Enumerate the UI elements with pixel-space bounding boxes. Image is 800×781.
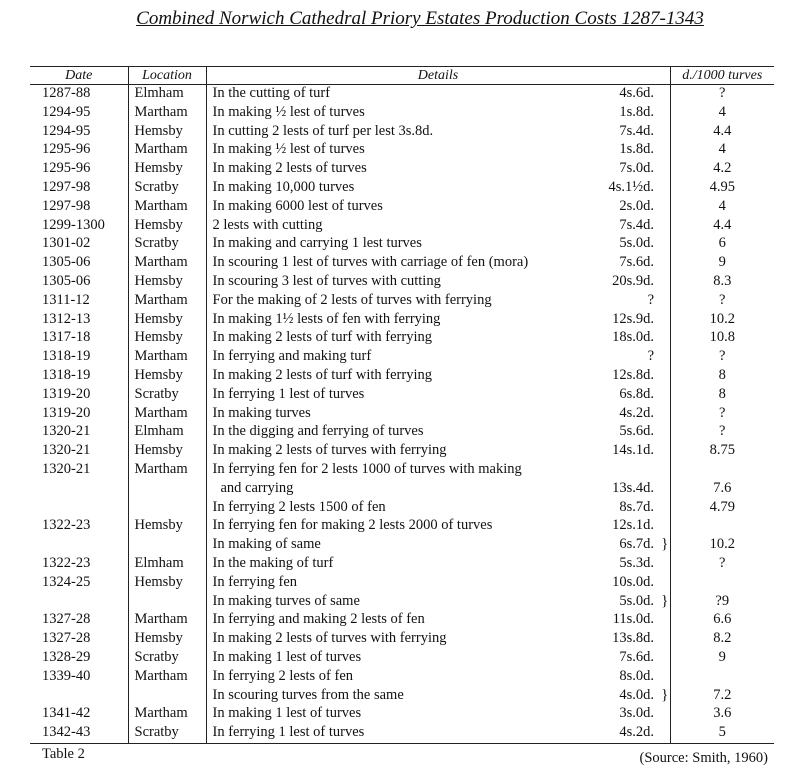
date-cell: 1299-1300: [42, 216, 105, 233]
brace-cell: [660, 499, 670, 518]
table-row: [30, 179, 774, 198]
date-cell: 1324-25: [42, 573, 91, 590]
rate-cell: 4: [670, 141, 774, 160]
cost-cell: 5s.0d.: [619, 235, 654, 252]
date-cell: 1305-06: [42, 272, 91, 289]
details-cell: In making and carrying 1 lest turves: [206, 235, 578, 254]
date-cell: 1294-95: [42, 103, 91, 120]
cost-cell: [578, 461, 660, 480]
location-cell: [128, 480, 206, 499]
brace-cell: [660, 292, 670, 311]
details-cell: In scouring turves from the same: [206, 687, 578, 706]
table-row: [30, 536, 774, 555]
brace-cell: [660, 574, 670, 593]
date-cell: 1320-21: [42, 442, 91, 459]
cost-cell: 20s.9d.: [612, 272, 654, 289]
brace-cell: [660, 517, 670, 536]
details-cell: In ferrying 1 lest of turves: [206, 724, 578, 743]
rate-cell: 10.2: [670, 536, 774, 555]
table-row: [30, 329, 774, 348]
location-cell: [128, 499, 206, 518]
rate-cell: 4.95: [670, 179, 774, 198]
cost-cell: 11s.0d.: [612, 611, 654, 628]
table-row: [30, 423, 774, 442]
location-cell: Hemsby: [128, 574, 206, 593]
table-label: Table 2: [42, 746, 85, 762]
header-location: Location: [128, 67, 206, 85]
date-cell: 1341-42: [42, 705, 91, 722]
date-cell: [30, 499, 128, 518]
cost-cell: 2s.0d.: [619, 197, 654, 214]
date-cell: 1342-43: [30, 724, 128, 743]
location-cell: Martham: [128, 405, 206, 424]
rate-cell: 8: [670, 367, 774, 386]
location-cell: Martham: [128, 611, 206, 630]
details-cell: In scouring 1 lest of turves with carriage of fen (mora): [206, 254, 578, 273]
table-row: [30, 687, 774, 706]
cost-cell: 4s.2d.: [578, 724, 660, 743]
cost-cell: 14s.1d.: [612, 442, 654, 459]
location-cell: Elmham: [128, 555, 206, 574]
location-cell: Martham: [128, 292, 206, 311]
location-cell: Hemsby: [128, 517, 206, 536]
brace-cell: [660, 104, 670, 123]
details-cell: In ferrying fen: [206, 574, 578, 593]
details-cell: and carrying: [206, 480, 578, 499]
table-header-row: [30, 67, 774, 85]
location-cell: Scratby: [128, 724, 206, 743]
brace-cell: [660, 311, 670, 330]
cost-cell: 7s.4d.: [619, 216, 654, 233]
table-row: [30, 235, 774, 254]
date-cell: 1327-28: [42, 611, 91, 628]
rate-cell: ?: [670, 85, 774, 104]
location-cell: Scratby: [128, 235, 206, 254]
cost-cell: 7s.0d.: [619, 160, 654, 177]
date-cell: 1317-18: [42, 329, 91, 346]
location-cell: [128, 593, 206, 612]
location-cell: Hemsby: [128, 217, 206, 236]
location-cell: Martham: [128, 254, 206, 273]
rate-cell: ?: [670, 348, 774, 367]
brace-cell: [660, 235, 670, 254]
table-row: [30, 630, 774, 649]
details-cell: In the making of turf: [206, 555, 578, 574]
table-row: [30, 311, 774, 330]
cost-cell: 10s.0d.: [612, 573, 654, 590]
brace-cell: [660, 367, 670, 386]
details-cell: In making ½ lest of turves: [206, 104, 578, 123]
details-cell: In ferrying fen for making 2 lests 2000 of turves: [206, 517, 578, 536]
details-cell: In the digging and ferrying of turves: [206, 423, 578, 442]
details-cell: In ferrying and making 2 lests of fen: [206, 611, 578, 630]
table-row: [30, 724, 774, 743]
cost-cell: 4s.6d.: [619, 85, 654, 101]
rate-cell: 8.2: [670, 630, 774, 649]
brace-cell: [660, 85, 670, 104]
rate-cell: 4.4: [670, 123, 774, 142]
cost-cell: 4s.0d.: [619, 686, 654, 703]
details-cell: In making 2 lests of turf with ferrying: [206, 367, 578, 386]
date-cell: 1312-13: [42, 310, 91, 327]
details-cell: In scouring 3 lest of turves with cutting: [206, 273, 578, 292]
rate-cell: 4: [670, 104, 774, 123]
table-row: [30, 160, 774, 179]
cost-cell: 12s.9d.: [612, 310, 654, 327]
brace-cell: [660, 405, 670, 424]
table-row: [30, 273, 774, 292]
date-cell: 1287-88: [42, 85, 91, 101]
rate-cell: 9: [670, 254, 774, 273]
details-cell: In ferrying 2 lests 1500 of fen: [206, 499, 578, 518]
details-cell: In making 2 lests of turves: [206, 160, 578, 179]
date-cell: 1318-19: [42, 366, 91, 383]
brace-cell: [660, 141, 670, 160]
table-row: [30, 668, 774, 687]
details-cell: In ferrying fen for 2 lests 1000 of turves with making: [206, 461, 578, 480]
rate-cell: 6.6: [670, 611, 774, 630]
date-cell: 1305-06: [42, 254, 91, 271]
table-row: [30, 517, 774, 536]
brace-cell: [660, 649, 670, 668]
details-cell: In making 2 lests of turf with ferrying: [206, 329, 578, 348]
date-cell: 1297-98: [42, 197, 91, 214]
details-cell: In cutting 2 lests of turf per lest 3s.8d.: [206, 123, 578, 142]
rate-cell: ?: [670, 405, 774, 424]
location-cell: Hemsby: [128, 367, 206, 386]
page-title: Combined Norwich Cathedral Priory Estates Production Costs 1287-1343: [136, 8, 704, 29]
rate-cell: 5: [670, 724, 774, 743]
rate-cell: 4.2: [670, 160, 774, 179]
details-cell: In making turves: [206, 405, 578, 424]
details-cell: For the making of 2 lests of turves with ferrying: [206, 292, 578, 311]
table-row: [30, 85, 774, 104]
table-row: [30, 649, 774, 668]
date-cell: [30, 687, 128, 706]
brace-cell: }: [661, 686, 669, 703]
cost-cell: 6s.7d.: [619, 536, 654, 553]
date-cell: 1295-96: [42, 141, 91, 158]
brace-cell: [660, 442, 670, 461]
date-cell: 1294-95: [42, 122, 91, 139]
date-cell: [30, 536, 128, 555]
details-cell: In making 6000 lest of turves: [206, 198, 578, 217]
location-cell: Hemsby: [128, 329, 206, 348]
brace-cell: [660, 179, 670, 198]
cost-cell: 1s.8d.: [619, 103, 654, 120]
table-row: [30, 705, 774, 724]
date-cell: 1339-40: [42, 667, 91, 684]
brace-cell: [660, 630, 670, 649]
details-cell: In making of same: [206, 536, 578, 555]
date-cell: 1327-28: [42, 630, 91, 647]
table-row: [30, 574, 774, 593]
brace-cell: [660, 273, 670, 292]
brace-cell: [660, 423, 670, 442]
details-cell: In making 2 lests of turves with ferrying: [206, 442, 578, 461]
cost-cell: 3s.0d.: [619, 705, 654, 722]
table-body: [30, 85, 774, 744]
cost-cell: 7s.6d.: [619, 254, 654, 271]
details-cell: In making ½ lest of turves: [206, 141, 578, 160]
location-cell: Scratby: [128, 649, 206, 668]
location-cell: Hemsby: [128, 442, 206, 461]
table-row: [30, 442, 774, 461]
details-cell: In ferrying and making turf: [206, 348, 578, 367]
rate-cell: 8: [670, 386, 774, 405]
location-cell: Elmham: [128, 85, 206, 104]
table-row: [30, 198, 774, 217]
cost-cell: 5s.6d.: [619, 423, 654, 440]
header-details: Details: [206, 67, 670, 85]
rate-cell: 8.75: [670, 442, 774, 461]
location-cell: Martham: [128, 461, 206, 480]
location-cell: [128, 536, 206, 555]
table-row: [30, 104, 774, 123]
rate-cell: 10.2: [670, 311, 774, 330]
brace-cell: [660, 217, 670, 236]
rate-cell: 4: [670, 198, 774, 217]
brace-cell: [660, 123, 670, 142]
details-cell: In making 1 lest of turves: [206, 705, 578, 724]
location-cell: Hemsby: [128, 123, 206, 142]
rate-cell: [670, 461, 774, 480]
table-row: [30, 348, 774, 367]
rate-cell: 10.8: [670, 329, 774, 348]
brace-cell: [660, 461, 670, 480]
location-cell: Scratby: [128, 386, 206, 405]
table-row: [30, 499, 774, 518]
date-cell: 1322-23: [42, 517, 91, 534]
table-row: [30, 367, 774, 386]
rate-cell: 9: [670, 649, 774, 668]
date-cell: 1320-21: [42, 423, 91, 440]
rate-cell: [670, 668, 774, 687]
location-cell: Hemsby: [128, 273, 206, 292]
table-row: [30, 405, 774, 424]
brace-cell: [660, 480, 670, 499]
details-cell: In making turves of same: [206, 593, 578, 612]
location-cell: Martham: [128, 104, 206, 123]
table-row: [30, 292, 774, 311]
rate-cell: 8.3: [670, 273, 774, 292]
rate-cell: 4.4: [670, 217, 774, 236]
rate-cell: 3.6: [670, 705, 774, 724]
cost-cell: 6s.8d.: [619, 385, 654, 402]
cost-cell: 5s.0d.: [619, 592, 654, 609]
date-cell: 1318-19: [42, 348, 91, 365]
brace-cell: [660, 160, 670, 179]
table-row: [30, 123, 774, 142]
brace-cell: [660, 254, 670, 273]
table-row: [30, 461, 774, 480]
table-row: [30, 480, 774, 499]
cost-cell: 1s.8d.: [619, 141, 654, 158]
location-cell: Martham: [128, 668, 206, 687]
cost-cell: 18s.0d.: [612, 329, 654, 346]
brace-cell: [660, 705, 670, 724]
brace-cell: }: [661, 592, 669, 609]
location-cell: Scratby: [128, 179, 206, 198]
details-cell: In ferrying 2 lests of fen: [206, 668, 578, 687]
table-row: [30, 593, 774, 612]
production-costs-table: [30, 66, 774, 744]
brace-cell: [660, 555, 670, 574]
location-cell: Hemsby: [128, 160, 206, 179]
source-note: (Source: Smith, 1960): [639, 750, 768, 766]
brace-cell: }: [661, 536, 669, 553]
rate-cell: ?9: [670, 593, 774, 612]
brace-cell: [660, 329, 670, 348]
rate-cell: ?: [670, 423, 774, 442]
header-rate: d./1000 turves: [670, 67, 774, 85]
table-row: [30, 254, 774, 273]
details-cell: In making 10,000 turves: [206, 179, 578, 198]
date-cell: [30, 480, 128, 499]
cost-cell: 8s.7d.: [619, 498, 654, 515]
rate-cell: ?: [670, 292, 774, 311]
date-cell: 1320-21: [42, 460, 91, 477]
details-cell: In making 2 lests of turves with ferrying: [206, 630, 578, 649]
date-cell: [30, 593, 128, 612]
cost-cell: 12s.1d.: [612, 517, 654, 534]
rate-cell: [670, 574, 774, 593]
brace-cell: [660, 348, 670, 367]
location-cell: Elmham: [128, 423, 206, 442]
location-cell: Martham: [128, 705, 206, 724]
table-row: [30, 217, 774, 236]
cost-cell: ?: [647, 348, 654, 365]
cost-cell: ?: [647, 291, 654, 308]
details-cell: 2 lests with cutting: [206, 217, 578, 236]
table-row: [30, 611, 774, 630]
date-cell: 1295-96: [42, 160, 91, 177]
location-cell: Martham: [128, 198, 206, 217]
rate-cell: ?: [670, 555, 774, 574]
cost-cell: 8s.0d.: [619, 667, 654, 684]
location-cell: Martham: [128, 141, 206, 160]
rate-cell: 7.2: [670, 687, 774, 706]
date-cell: 1297-98: [42, 178, 91, 195]
location-cell: Martham: [128, 348, 206, 367]
details-cell: In the cutting of turf: [206, 85, 578, 104]
cost-cell: 7s.4d.: [619, 122, 654, 139]
date-cell: 1319-20: [42, 404, 91, 421]
rate-cell: 6: [670, 235, 774, 254]
location-cell: Hemsby: [128, 311, 206, 330]
brace-cell: [660, 724, 670, 743]
cost-cell: 13s.8d.: [612, 630, 654, 647]
date-cell: 1301-02: [42, 235, 91, 252]
date-cell: 1311-12: [42, 291, 90, 308]
brace-cell: [660, 668, 670, 687]
table-row: [30, 555, 774, 574]
location-cell: Hemsby: [128, 630, 206, 649]
rate-cell: 7.6: [670, 480, 774, 499]
details-cell: In ferrying 1 lest of turves: [206, 386, 578, 405]
rate-cell: [670, 517, 774, 536]
brace-cell: [660, 386, 670, 405]
details-cell: In making 1½ lests of fen with ferrying: [206, 311, 578, 330]
rate-cell: 4.79: [670, 499, 774, 518]
cost-cell: 4s.1½d.: [608, 178, 654, 195]
date-cell: 1322-23: [42, 554, 91, 571]
brace-cell: [660, 198, 670, 217]
table-row: [30, 141, 774, 160]
details-cell: In making 1 lest of turves: [206, 649, 578, 668]
table-row: [30, 386, 774, 405]
date-cell: 1328-29: [42, 648, 91, 665]
cost-cell: 13s.4d.: [612, 479, 654, 496]
location-cell: [128, 687, 206, 706]
cost-cell: 7s.6d.: [619, 648, 654, 665]
cost-cell: 4s.2d.: [619, 404, 654, 421]
date-cell: 1319-20: [42, 385, 91, 402]
header-date: Date: [30, 67, 128, 85]
cost-cell: 12s.8d.: [612, 366, 654, 383]
cost-cell: 5s.3d.: [619, 554, 654, 571]
brace-cell: [660, 611, 670, 630]
